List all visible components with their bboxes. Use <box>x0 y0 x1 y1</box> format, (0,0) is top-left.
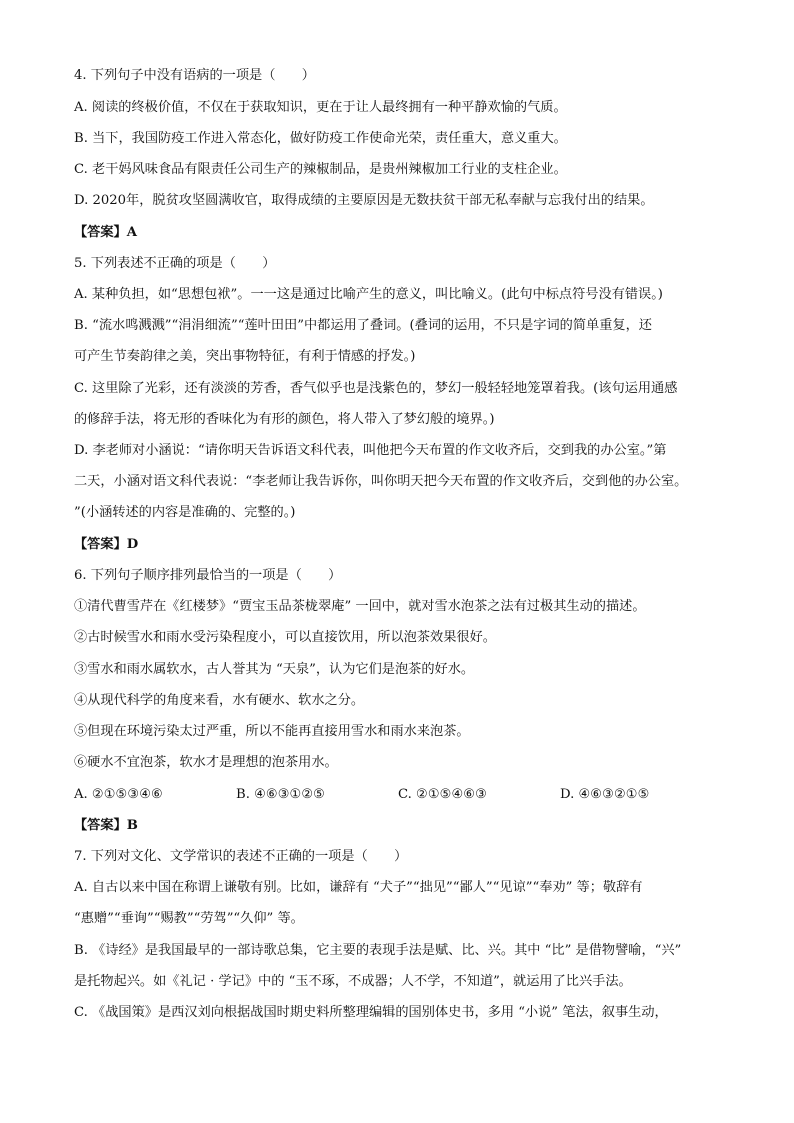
q6-option-d: D. ④⑥③②①⑤ <box>560 787 650 802</box>
q5-option-b-line1: B. “流水鸣溅溅”“涓涓细流”“莲叶田田”中都运用了叠词。(叠词的运用，不只是字词的简单重复，还 <box>74 318 652 333</box>
q7-option-a-line1: A. 自古以来中国在称谓上谦敬有别。比如，谦辞有 “犬子”“拙见”“鄙人”“见谅”“奉劝” 等；敬辞有 <box>74 880 643 895</box>
q5-option-a: A. 某种负担，如“思想包袱”。一一这是通过比喻产生的意义，叫比喻义。(此句中标点符号没有错误。) <box>74 287 663 302</box>
q7-option-a-line2: “惠赠”“垂询”“赐教”“劳驾”“久仰” 等。 <box>74 911 304 926</box>
q5-option-d-line2: 二天，小涵对语文科代表说：“李老师让我告诉你，叫你明天把今天布置的作文收齐后，交到他的办公室。 <box>74 474 688 489</box>
q6-sentence-1: ①清代曹雪芹在《红楼梦》“贾宝玉品茶栊翠庵” 一回中，就对雪水泡茶之法有过极其生动的描述。 <box>74 599 646 614</box>
q5-option-c-line1: C. 这里除了光彩，还有淡淡的芳香，香气似乎也是浅紫色的，梦幻一般轻轻地笼罩着我。(该句运用通感 <box>74 381 678 396</box>
q4-stem: 4. 下列句子中没有语病的一项是（ ） <box>74 68 315 83</box>
q4-answer: 【答案】A <box>74 225 137 240</box>
q4-option-a: A. 阅读的终极价值，不仅在于获取知识，更在于让人最终拥有一种平静欢愉的气质。 <box>74 100 567 115</box>
q4-option-d: D. 2020年，脱贫攻坚圆满收官，取得成绩的主要原因是无数扶贫干部无私奉献与忘我付出的结果。 <box>74 193 654 208</box>
q6-stem: 6. 下列句子顺序排列最恰当的一项是（ ） <box>74 568 342 583</box>
q6-option-c: C. ②①⑤④⑥③ <box>398 787 487 802</box>
q4-option-b: B. 当下，我国防疫工作进入常态化，做好防疫工作使命光荣，责任重大，意义重大。 <box>74 131 567 146</box>
q7-option-b-line2: 是托物起兴。如《礼记 · 学记》中的 “玉不琢，不成器；人不学，不知道”，就运用了比兴手法。 <box>74 974 632 989</box>
q6-sentence-2: ②古时候雪水和雨水受污染程度小，可以直接饮用，所以泡茶效果很好。 <box>74 630 496 645</box>
q6-sentence-6: ⑥硬水不宜泡茶，软水才是理想的泡茶用水。 <box>74 755 338 770</box>
q7-option-c-line1: C. 《战国策》是西汉刘向根据战国时期史料所整理编辑的国别体史书，多用 “小说” 笔法，叙事生动， <box>74 1005 668 1020</box>
q6-sentence-4: ④从现代科学的角度来看，水有硬水、软水之分。 <box>74 693 365 708</box>
q6-answer: 【答案】B <box>74 818 138 833</box>
q5-option-c-line2: 的修辞手法，将无形的香味化为有形的颜色，将人带入了梦幻般的境界。) <box>74 412 495 427</box>
q5-option-d-line3: ”(小涵转述的内容是准确的、完整的。) <box>74 505 296 520</box>
q7-option-b-line1: B. 《诗经》是我国最早的一部诗歌总集，它主要的表现手法是赋、比、兴。其中 “比” 是借物譬喻，“兴” <box>74 943 682 958</box>
q6-option-a: A. ②①⑤③④⑥ <box>74 787 163 802</box>
q5-answer: 【答案】D <box>74 537 139 552</box>
q5-stem: 5. 下列表述不正确的项是（ ） <box>74 256 276 271</box>
q6-sentence-3: ③雪水和雨水属软水，古人誉其为 “天泉”，认为它们是泡茶的好水。 <box>74 662 475 677</box>
q7-stem: 7. 下列对文化、文学常识的表述不正确的一项是（ ） <box>74 849 408 864</box>
q6-sentence-5: ⑤但现在环境污染太过严重，所以不能再直接用雪水和雨水来泡茶。 <box>74 724 470 739</box>
q5-option-b-line2: 可产生节奏韵律之美，突出事物特征，有利于情感的抒发。) <box>74 349 416 364</box>
q4-option-c: C. 老干妈风味食品有限责任公司生产的辣椒制品，是贵州辣椒加工行业的支柱企业。 <box>74 162 567 177</box>
q5-option-d-line1: D. 李老师对小涵说：“请你明天告诉语文科代表，叫他把今天布置的作文收齐后，交到我的办公室。”第 <box>74 443 667 458</box>
q6-option-b: B. ④⑥③①②⑤ <box>236 787 326 802</box>
